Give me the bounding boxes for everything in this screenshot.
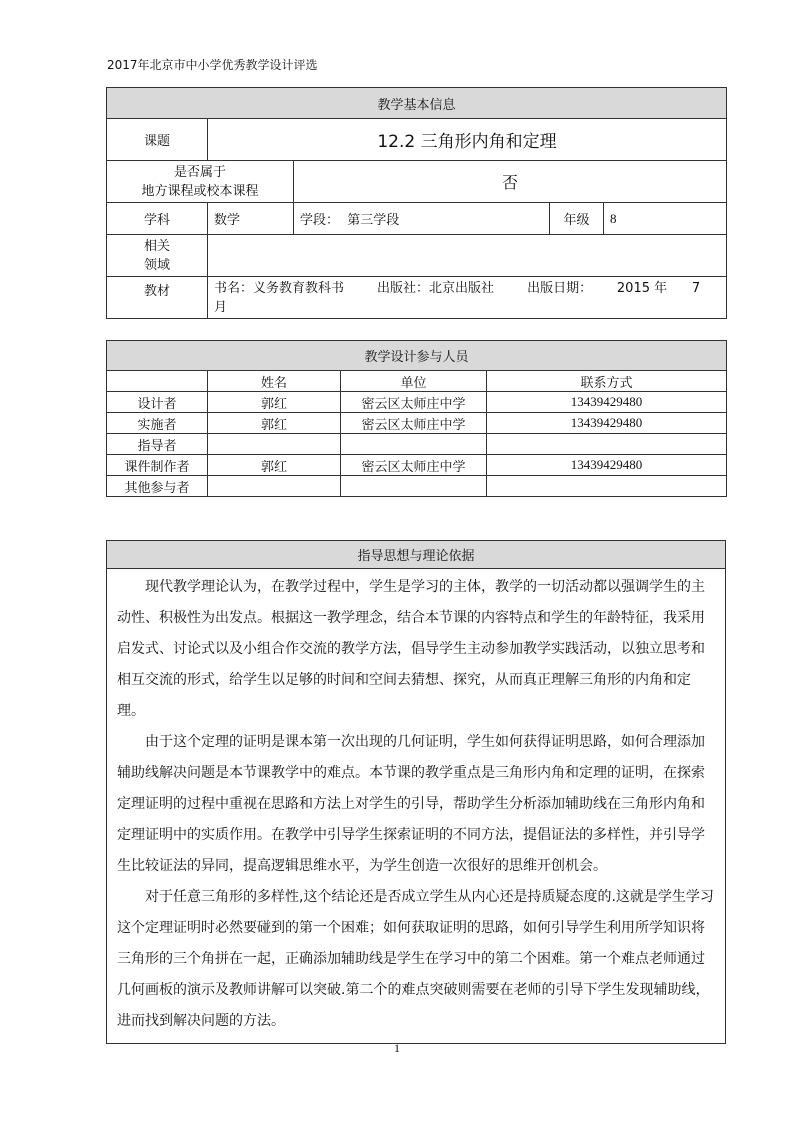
stage-text: 学段： 第三学段 bbox=[294, 203, 550, 235]
related-field-value bbox=[208, 235, 727, 277]
page-header: 2017年北京市中小学优秀教学设计评选 bbox=[107, 58, 318, 72]
field-label-1: 相关 bbox=[143, 238, 170, 254]
subject-label: 学科 bbox=[107, 203, 208, 235]
role-column-header bbox=[107, 371, 208, 392]
guidance-paragraph-2: 由于这个定理的证明是课本第一次出现的几何证明，学生如何获得证明思路，如何合理添加辅助线解决问题是本节课教学中的难点。本节课的教学重点是三角形内角和定理的证明，在探索定理证明的过程中重视在思路和方法上对学生的引导，帮助学生分析添加辅助线在三角形内角和定理证明中的实质作用。在教学中引导学生探索证明的不同方法，提倡证法的多样性，并引导学生比较证法的异同，提高逻辑思维水平，为学生创造一次很好的思维开创机会。 bbox=[117, 734, 705, 874]
subject-value: 数学 bbox=[208, 203, 294, 235]
local-course-label-1: 是否属于 bbox=[173, 164, 226, 180]
local-course-label-2: 地方课程或校本课程 bbox=[141, 183, 259, 199]
participant-contact: 13439429480 bbox=[487, 392, 727, 413]
participant-contact bbox=[487, 434, 727, 455]
participant-unit: 密云区太师庄中学 bbox=[341, 392, 487, 413]
participant-contact bbox=[487, 476, 727, 497]
guidance-title: 指导思想与理论依据 bbox=[107, 541, 726, 569]
participant-role: 设计者 bbox=[107, 392, 208, 413]
participant-role: 其他参与者 bbox=[107, 476, 208, 497]
participant-name bbox=[208, 434, 341, 455]
course-label: 课题 bbox=[107, 119, 208, 161]
contact-column-header: 联系方式 bbox=[487, 371, 727, 392]
table-row bbox=[107, 392, 727, 413]
grade-value: 8 bbox=[604, 203, 727, 235]
guidance-paragraph-3: 对于任意三角形的多样性,这个结论还是否成立学生从内心还是持质疑态度的.这就是学生学习这个定理证明时必然要碰到的第一个困难；如何获取证明的思路，如何引导学生利用所学知识将三角形的三个角拼在一起，正确添加辅助线是学生在学习中的第二个困难。第一个难点老师通过几何画板的演示及教师讲解可以突破.第二个的难点突破则需要在老师的引导下学生发现辅助线，进而找到解决问题的方法。 bbox=[117, 889, 714, 1029]
basic-info-table bbox=[106, 87, 727, 319]
field-label-2: 领域 bbox=[143, 257, 170, 273]
participant-unit: 密云区太师庄中学 bbox=[341, 413, 487, 434]
participant-unit: 密云区太师庄中学 bbox=[341, 455, 487, 476]
participant-role: 指导者 bbox=[107, 434, 208, 455]
local-course-value: 否 bbox=[294, 161, 727, 203]
participant-unit bbox=[341, 434, 487, 455]
participants-table bbox=[106, 340, 727, 497]
participant-name: 郭红 bbox=[208, 392, 341, 413]
page-number: 1 bbox=[394, 1041, 400, 1055]
participants-title: 教学设计参与人员 bbox=[107, 341, 727, 371]
guidance-table bbox=[106, 540, 726, 1044]
participant-name: 郭红 bbox=[208, 455, 341, 476]
grade-label: 年级 bbox=[550, 203, 604, 235]
participant-contact: 13439429480 bbox=[487, 455, 727, 476]
guidance-paragraph-1: 现代教学理论认为，在教学过程中，学生是学习的主体，教学的一切活动都以强调学生的主动性、积极性为出发点。根据这一教学理念，结合本节课的内容特点和学生的年龄特征，我采用启发式、讨论式以及小组合作交流的教学方法，倡导学生主动参加教学实践活动，以独立思考和相互交流的形式，给学生以足够的时间和空间去猜想、探究，从而真正理解三角形的内角和定理。 bbox=[117, 579, 705, 719]
participant-contact: 13439429480 bbox=[487, 413, 727, 434]
textbook-line-1: 书名：义务教育教科书 出版社：北京出版社 出版日期： 2015 年 7 bbox=[214, 280, 701, 296]
participant-name: 郭红 bbox=[208, 413, 341, 434]
basic-info-title: 教学基本信息 bbox=[107, 88, 727, 119]
course-value: 12.2 三角形内角和定理 bbox=[208, 119, 727, 161]
unit-column-header: 单位 bbox=[341, 371, 487, 392]
table-row bbox=[107, 434, 727, 455]
participant-name bbox=[208, 476, 341, 497]
textbook-label: 教材 bbox=[107, 277, 208, 319]
participant-role: 实施者 bbox=[107, 413, 208, 434]
participant-unit bbox=[341, 476, 487, 497]
textbook-line-2: 月 bbox=[214, 299, 228, 315]
table-row bbox=[107, 413, 727, 434]
name-column-header: 姓名 bbox=[208, 371, 341, 392]
participant-role: 课件制作者 bbox=[107, 455, 208, 476]
table-row bbox=[107, 455, 727, 476]
table-row bbox=[107, 476, 727, 497]
